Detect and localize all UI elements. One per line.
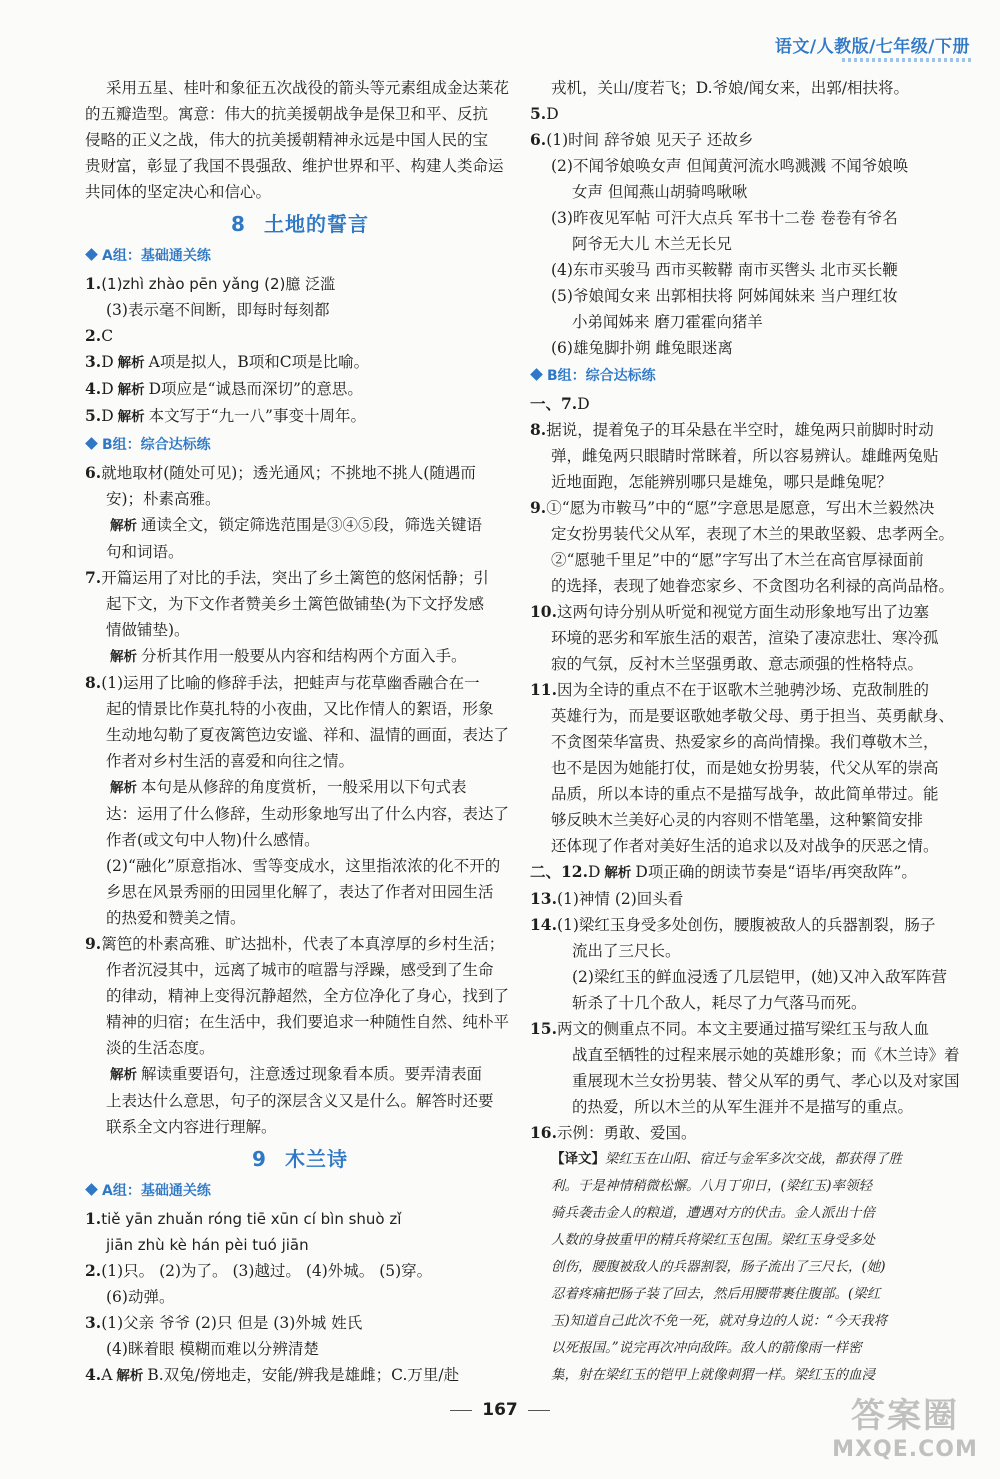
answer-8 bbox=[530, 417, 965, 495]
analysis-tag: 解析 bbox=[117, 355, 145, 371]
answer-9-1 bbox=[85, 1206, 515, 1232]
answer-text: 乡思在风景秀丽的田园里化解了，表达了作者对田园生活 bbox=[106, 883, 494, 901]
answer-number: 10. bbox=[530, 602, 557, 621]
answer-3 bbox=[85, 349, 515, 376]
answer-text: 重展现木兰女扮男装、替父从军的勇气、孝心以及对家国 bbox=[572, 1072, 960, 1090]
answer-number: 9. bbox=[85, 934, 102, 953]
answer-text: 战直至牺牲的过程来展示她的英雄形象；而《木兰诗》着 bbox=[572, 1046, 960, 1064]
answer-text: (6)雄兔脚扑朔 雌兔眼迷离 bbox=[551, 339, 733, 357]
answer-number: 13. bbox=[530, 889, 557, 908]
answer-5 bbox=[85, 403, 515, 430]
answer-5 bbox=[530, 101, 965, 127]
analysis-text: 达：运用了什么修辞，生动形象地写出了什么内容，表达了 bbox=[106, 805, 510, 823]
analysis-tag: 解析 bbox=[110, 780, 137, 796]
answer-10 bbox=[530, 599, 965, 677]
answer-text: 的律动，精神上变得沉静超然，全方位净化了身心，找到了 bbox=[106, 987, 510, 1005]
section-number: 8 bbox=[231, 212, 246, 236]
answer-number: 16. bbox=[530, 1123, 557, 1142]
answer-text: 精神的归宿；在生活中，我们要追求一种随性自然、纯朴平 bbox=[106, 1013, 510, 1031]
answer-12 bbox=[530, 859, 965, 886]
answer-number: 2. bbox=[85, 326, 102, 345]
analysis-tag: 解析 bbox=[117, 382, 145, 398]
diamond-icon bbox=[85, 1183, 98, 1196]
answer-text: 生动地勾勒了夏夜篱笆边安谧、祥和、温情的画面，表达了 bbox=[106, 726, 510, 744]
answer-text: (1)梁红玉身受多处创伤，腰腹被敌人的兵器割裂，肠子 bbox=[556, 916, 936, 934]
answer-number: 3. bbox=[85, 352, 102, 371]
analysis-text: 上表达什么意思，句子的深层含义又是什么。解答时还要 bbox=[106, 1092, 494, 1110]
answer-number: 1. bbox=[85, 274, 102, 293]
analysis-text: A项是拟人，B项和C项是比喻。 bbox=[148, 353, 370, 371]
analysis-tag: 解析 bbox=[117, 409, 145, 425]
analysis-text: 本句是从修辞的角度赏析，一般采用以下句式表 bbox=[141, 778, 467, 796]
answer-text: 作者对乡村生活的喜爱和向往之情。 bbox=[106, 752, 355, 770]
answer-text: ②“愿驰千里足”中的“愿”字写出了木兰在高官厚禄面前 bbox=[551, 551, 924, 569]
answer-text: 流出了三尺长。 bbox=[572, 942, 681, 960]
group-b-heading bbox=[85, 432, 515, 458]
answer-13 bbox=[530, 886, 965, 912]
answer-text: 篱笆的朴素高雅、旷达拙朴，代表了本真淳厚的乡村生活； bbox=[101, 935, 505, 953]
answer-text: 阿爷无大儿 木兰无长兄 bbox=[572, 235, 732, 253]
answer-number: 6. bbox=[85, 463, 102, 482]
translation-text: 利。于是神情稍微松懈。八月丁卯日，(梁红玉)率领轻 bbox=[551, 1178, 873, 1194]
answer-text: 英雄行为，而是要讴歌她孝敬父母、勇于担当、英勇献身、 bbox=[551, 707, 955, 725]
answer-text: 起下文，为下文作者赞美乡土篱笆做铺垫(为下文抒发感 bbox=[106, 595, 485, 613]
answer-number: 5. bbox=[530, 104, 547, 123]
answer-text: (1)神情 (2)回头看 bbox=[556, 890, 684, 908]
answer-4 bbox=[85, 376, 515, 403]
continued-text: 戎机，关山/度若飞；D.爷娘/闻女来，出郭/相扶将。 bbox=[551, 79, 909, 97]
answer-text: 开篇运用了对比的手法，突出了乡土篱笆的悠闲恬静；引 bbox=[101, 569, 489, 587]
answer-text: 情做铺垫)。 bbox=[106, 621, 190, 639]
answer-text: (6)动弹。 bbox=[106, 1288, 175, 1306]
answer-number: 8. bbox=[85, 673, 102, 692]
answer-number: 3. bbox=[85, 1313, 102, 1332]
answer-text: (2)梁红玉的鲜血浸透了几层铠甲，(她)又冲入敌军阵营 bbox=[572, 968, 948, 986]
answer-text: 作者沉浸其中，远离了城市的喧嚣与浮躁，感受到了生命 bbox=[106, 961, 494, 979]
analysis-text: 通读全文，锁定筛选范围是③④⑤段，筛选关键语 bbox=[141, 516, 483, 534]
answer-1 bbox=[85, 271, 515, 297]
answer-text: (1)运用了比喻的修辞手法，把蛙声与花草幽香融合在一 bbox=[101, 674, 480, 692]
answer-text: (2)不闻爷娘唤女声 但闻黄河流水鸣溅溅 不闻爷娘唤 bbox=[551, 157, 909, 175]
translation-text: 玉)知道自己此次不免一死，就对身边的人说：“今天我将 bbox=[551, 1313, 888, 1329]
answer-text: 寂的气氛，反衬木兰坚强勇敢、意志顽强的性格特点。 bbox=[551, 655, 924, 673]
dash-decoration bbox=[528, 1410, 550, 1411]
answer-6 bbox=[85, 460, 515, 565]
watermark-logo bbox=[830, 1395, 980, 1475]
answer-6 bbox=[530, 127, 965, 361]
answer-text: tiě yān zhuǎn róng tiē xūn cí bìn shuò zǐ bbox=[101, 1210, 402, 1228]
analysis-text: 解读重要语句，注意透过现象看本质。要弄清表面 bbox=[141, 1065, 483, 1083]
answer-text: (5)爷娘闻女来 出郭相扶将 阿姊闻妹来 当户理红妆 bbox=[551, 287, 898, 305]
dash-decoration bbox=[450, 1410, 472, 1411]
answer-text: D bbox=[101, 380, 114, 398]
answer-9-2 bbox=[85, 1258, 515, 1284]
answer-text: 安)；朴素高雅。 bbox=[106, 490, 221, 508]
group-label: A组：基础通关练 bbox=[102, 1183, 211, 1199]
header-dots bbox=[842, 58, 972, 62]
answer-text: 的热爱，所以木兰的从军生涯并不是描写的重点。 bbox=[572, 1098, 914, 1116]
analysis-text: D项正确的朗读节奏是“语毕/再突敌阵”。 bbox=[635, 863, 917, 881]
answer-number: 4. bbox=[85, 379, 102, 398]
analysis-text: 分析其作用一般要从内容和结构两个方面入手。 bbox=[141, 647, 467, 665]
answer-9-4 bbox=[85, 1362, 515, 1389]
analysis-text: 作者(或文句中人物)什么感情。 bbox=[106, 831, 320, 849]
answer-text: 不贪图荣华富贵、热爱家乡的高尚情操。我们尊敬木兰， bbox=[551, 733, 939, 751]
answer-text: 的选择，表现了她眷恋家乡、不贪图功名利禄的高尚品格。 bbox=[551, 577, 955, 595]
analysis-tag: 解析 bbox=[110, 649, 137, 665]
answer-text: D bbox=[101, 407, 114, 425]
answer-text: (1)父亲 爷爷 (2)只 但是 (3)外城 姓氏 bbox=[101, 1314, 363, 1332]
answer-text: 两文的侧重点不同。本文主要通过描写梁红玉与敌人血 bbox=[556, 1020, 929, 1038]
text-line: 侵略的正义之战，伟大的抗美援朝精神永远是中国人民的宝 bbox=[85, 131, 489, 149]
answer-text: 小弟闻姊来 磨刀霍霍向猪羊 bbox=[572, 313, 763, 331]
diamond-icon bbox=[85, 437, 98, 450]
answer-text: D bbox=[577, 395, 590, 413]
answer-text: 就地取材(随处可见)；透光通风；不挑地不挑人(随遇而 bbox=[101, 464, 476, 482]
group-b-heading bbox=[530, 363, 965, 389]
group-label: A组：基础通关练 bbox=[102, 248, 211, 264]
page-number-text: 167 bbox=[482, 1400, 518, 1420]
answer-14 bbox=[530, 912, 965, 1016]
answer-number: 6. bbox=[530, 130, 547, 149]
page-header: 语文/人教版/七年级/下册 bbox=[774, 37, 970, 57]
answer-text: D bbox=[546, 105, 559, 123]
translation-text: 梁红玉在山阳、宿迁与金军多次交战，都获得了胜 bbox=[605, 1151, 902, 1167]
answer-16 bbox=[530, 1120, 965, 1146]
answer-text: 示例：勇敢、爱国。 bbox=[556, 1124, 697, 1142]
section-name: 土地的誓言 bbox=[263, 212, 369, 236]
group-label: B组：综合达标练 bbox=[102, 437, 211, 453]
analysis-tag: 解析 bbox=[604, 865, 632, 881]
answer-number: 7. bbox=[85, 568, 102, 587]
answer-text: 近地面跑，怎能辨别哪只是雄兔，哪只是雌兔呢？ bbox=[551, 473, 893, 491]
answer-text: 定女扮男装代父从军，表现了木兰的果敢坚毅、忠孝两全。 bbox=[551, 525, 955, 543]
text-line: 的五瓣造型。寓意：伟大的抗美援朝战争是保卫和平、反抗 bbox=[85, 105, 489, 123]
answer-text: (2)“融化”原意指冰、雪等变成水，这里指浓浓的化不开的 bbox=[106, 857, 501, 875]
group-a-heading bbox=[85, 243, 515, 269]
answer-2 bbox=[85, 323, 515, 349]
analysis-tag: 解析 bbox=[110, 518, 137, 534]
answer-number: 14. bbox=[530, 915, 557, 934]
analysis-text: D项应是“诚恳而深切”的意思。 bbox=[148, 380, 363, 398]
text-line: 采用五星、桂叶和象征五次战役的箭头等元素组成金达莱花 bbox=[106, 79, 510, 97]
answer-text: 环境的恶劣和军旅生活的艰苦，渲染了凄凉悲壮、寒冷孤 bbox=[551, 629, 939, 647]
group-a-heading bbox=[85, 1178, 515, 1204]
section-title-8 bbox=[85, 211, 515, 237]
answer-text: 据说，提着兔子的耳朵悬在半空时，雄兔两只前脚时时动 bbox=[546, 421, 934, 439]
translation-label: 【译文】 bbox=[551, 1151, 605, 1167]
translation-text: 骑兵袭击金人的粮道，遭遇对方的伏击。金人派出十倍 bbox=[551, 1205, 875, 1221]
translation-text: 忍着疼痛把肠子装了回去，然后用腰带裹住腹部。(梁红 bbox=[551, 1286, 881, 1302]
section-title-9 bbox=[85, 1146, 515, 1172]
answer-text: 这两句诗分别从听觉和视觉方面生动形象地写出了边塞 bbox=[556, 603, 929, 621]
answer-text: ①“愿为市鞍马”中的“愿”字意思是愿意，写出木兰毅然决 bbox=[546, 499, 935, 517]
answer-9-3 bbox=[85, 1310, 515, 1336]
answer-15 bbox=[530, 1016, 965, 1120]
answer-number: 二、12. bbox=[530, 862, 588, 881]
watermark-text: 答案圈 bbox=[851, 1396, 959, 1436]
translation-text: 创伤，腰腹被敌人的兵器割裂，肠子流出了三尺长，(她) bbox=[551, 1259, 886, 1275]
translation-text: 集，射在梁红玉的铠甲上就像刺猬一样。梁红玉的血浸 bbox=[551, 1367, 875, 1383]
answer-number: 15. bbox=[530, 1019, 557, 1038]
answer-text: 品质，所以本诗的重点不是描写战争，故此简单带过。能 bbox=[551, 785, 939, 803]
answer-text: 因为全诗的重点不在于讴歌木兰驰骋沙场、克敌制胜的 bbox=[556, 681, 929, 699]
answer-number: 11. bbox=[530, 680, 557, 699]
answer-text: (4)东市买骏马 西市买鞍鞯 南市买辔头 北市买长鞭 bbox=[551, 261, 898, 279]
answer-number: 2. bbox=[85, 1261, 102, 1280]
intro-paragraph bbox=[85, 75, 515, 205]
answer-text: A bbox=[101, 1366, 113, 1384]
answer-text: 弹，雌兔两只眼睛时常眯着，所以容易辨认。雄雌两兔贴 bbox=[551, 447, 939, 465]
text-line: 共同体的坚定决心和信心。 bbox=[85, 183, 272, 201]
left-column bbox=[85, 75, 515, 1389]
translation-block bbox=[530, 1146, 965, 1389]
answer-number: 9. bbox=[530, 498, 547, 517]
answer-text: (1)zhì zhào pēn yǎng (2)臆 泛滥 bbox=[101, 275, 336, 293]
answer-text: jiān zhù kè hán pèi tuó jiān bbox=[106, 1236, 309, 1254]
answer-number: 4. bbox=[85, 1365, 102, 1384]
answer-7 bbox=[530, 391, 965, 417]
analysis-tag: 解析 bbox=[110, 1067, 137, 1083]
answer-number: 一、7. bbox=[530, 394, 578, 413]
answer-text: (3)昨夜见军帖 可汗大点兵 军书十二卷 卷卷有爷名 bbox=[551, 209, 898, 227]
section-number: 9 bbox=[252, 1147, 267, 1171]
answer-11 bbox=[530, 677, 965, 859]
right-column bbox=[530, 75, 965, 1389]
answer-text: 够反映木兰美好心灵的内容则不惜笔墨，这种繁简安排 bbox=[551, 811, 924, 829]
answer-text: 也不是因为她能打仗，而是她女扮男装，代父从军的崇高 bbox=[551, 759, 939, 777]
answer-text: (1)时间 辞爷娘 见天子 还故乡 bbox=[546, 131, 754, 149]
analysis-text: 联系全文内容进行理解。 bbox=[106, 1118, 277, 1136]
answer-text: 起的情景比作莫扎特的小夜曲，又比作情人的絮语，形象 bbox=[106, 700, 494, 718]
diamond-icon bbox=[85, 248, 98, 261]
answer-9 bbox=[530, 495, 965, 599]
answer-text: 淡的生活态度。 bbox=[106, 1039, 215, 1057]
answer-text: 的热爱和赞美之情。 bbox=[106, 909, 246, 927]
answer-1-line2: (3)表示毫不间断，即每时每刻都 bbox=[106, 301, 330, 319]
answer-text: C bbox=[101, 327, 114, 345]
answer-9 bbox=[85, 931, 515, 1140]
answer-text: 女声 但闻燕山胡骑鸣啾啾 bbox=[572, 183, 748, 201]
diamond-icon bbox=[530, 368, 543, 381]
section-name: 木兰诗 bbox=[284, 1147, 348, 1171]
answer-text: (1)只。 (2)为了。 (3)越过。 (4)外城。 (5)穿。 bbox=[101, 1262, 433, 1280]
group-label: B组：综合达标练 bbox=[547, 368, 656, 384]
answer-text: D bbox=[587, 863, 601, 881]
translation-text: 人数的身披重甲的精兵将梁红玉包围。梁红玉身受多处 bbox=[551, 1232, 875, 1248]
answer-7 bbox=[85, 565, 515, 670]
answer-number: 8. bbox=[530, 420, 547, 439]
answer-8 bbox=[85, 670, 515, 931]
analysis-text: 句和词语。 bbox=[106, 543, 184, 561]
answer-number: 1. bbox=[85, 1209, 102, 1228]
answer-text: 还体现了作者对美好生活的追求以及对战争的厌恶之情。 bbox=[551, 837, 939, 855]
analysis-text: B.双兔/傍地走，安能/辨我是雄雌；C.万里/赴 bbox=[147, 1366, 460, 1384]
analysis-tag: 解析 bbox=[116, 1368, 144, 1384]
analysis-text: 本文写于“九一八”事变十周年。 bbox=[148, 407, 366, 425]
answer-number: 5. bbox=[85, 406, 102, 425]
answer-text: 斩杀了十几个敌人，耗尽了力气落马而死。 bbox=[572, 994, 867, 1012]
text-line: 贵财富，彰显了我国不畏强敌、维护世界和平、构建人类命运 bbox=[85, 157, 504, 175]
answer-text: (4)眯着眼 模糊而难以分辨清楚 bbox=[106, 1340, 319, 1358]
answer-text: D bbox=[101, 353, 114, 371]
translation-text: 以死报国。”说完再次冲向敌阵。敌人的箭像雨一样密 bbox=[551, 1340, 862, 1356]
watermark-url: MXQE.COM bbox=[832, 1437, 978, 1462]
